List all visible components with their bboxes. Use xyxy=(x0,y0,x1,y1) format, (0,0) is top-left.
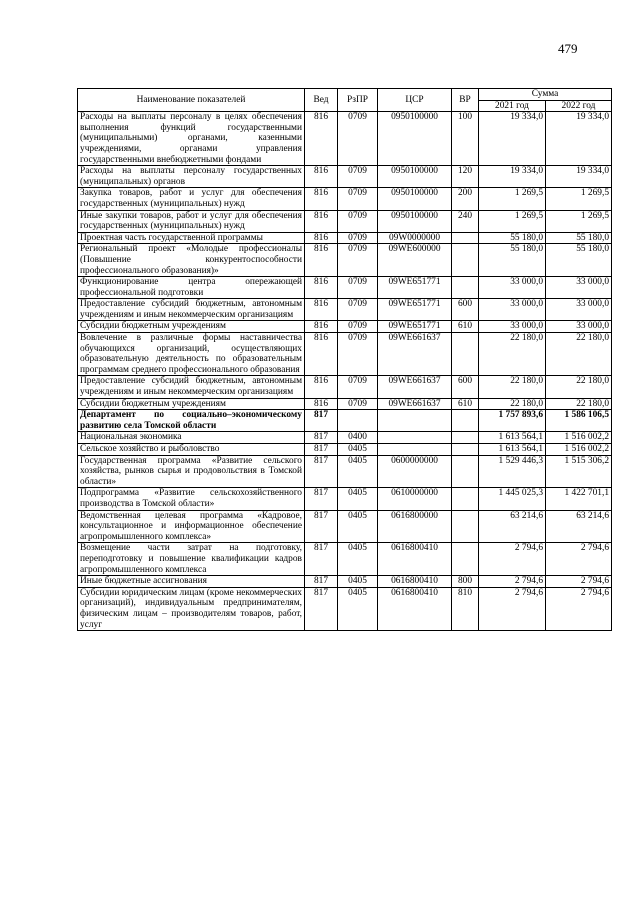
row-sum-2022: 55 180,0 xyxy=(546,232,612,244)
row-rzpr: 0709 xyxy=(338,112,378,166)
row-vr: 600 xyxy=(452,299,479,321)
row-sum-2021: 1 613 564,1 xyxy=(479,432,546,444)
header-vr: ВР xyxy=(452,89,479,112)
row-vr: 810 xyxy=(452,587,479,630)
row-rzpr: 0405 xyxy=(338,576,378,588)
row-csr: 0950100000 xyxy=(378,112,452,166)
row-sum-2021: 2 794,6 xyxy=(479,587,546,630)
row-vr: 610 xyxy=(452,321,479,333)
row-name: Субсидии бюджетным учреждениям xyxy=(78,398,305,410)
row-csr: 0616800410 xyxy=(378,576,452,588)
row-sum-2022: 1 422 701,1 xyxy=(546,488,612,510)
row-vr: 800 xyxy=(452,576,479,588)
header-sum: Сумма xyxy=(479,89,612,101)
row-ved: 817 xyxy=(305,488,338,510)
row-ved: 817 xyxy=(305,587,338,630)
row-ved: 816 xyxy=(305,166,338,188)
row-ved: 816 xyxy=(305,321,338,333)
row-sum-2022: 1 516 002,2 xyxy=(546,444,612,456)
row-vr xyxy=(452,444,479,456)
row-rzpr: 0405 xyxy=(338,488,378,510)
row-sum-2022: 1 516 002,2 xyxy=(546,432,612,444)
table-body xyxy=(78,112,612,631)
row-rzpr: 0709 xyxy=(338,333,378,376)
row-vr xyxy=(452,455,479,488)
row-vr xyxy=(452,510,479,543)
row-vr xyxy=(452,333,479,376)
row-name: Предоставление субсидий бюджетным, автономным учреждениям и иным некоммерческим организациям xyxy=(78,376,305,398)
table-row xyxy=(78,188,612,210)
row-sum-2022: 55 180,0 xyxy=(546,244,612,277)
table-row xyxy=(78,444,612,456)
row-sum-2021: 1 445 025,3 xyxy=(479,488,546,510)
table-row xyxy=(78,232,612,244)
header-ved: Вед xyxy=(305,89,338,112)
table-row xyxy=(78,321,612,333)
row-name: Региональный проект «Молодые профессионалы (Повышение конкурентоспособности профессионального образования)» xyxy=(78,244,305,277)
row-ved: 816 xyxy=(305,210,338,232)
row-vr: 600 xyxy=(452,376,479,398)
header-2022: 2022 год xyxy=(546,100,612,112)
header-name: Наименование показателей xyxy=(78,89,305,112)
row-rzpr: 0709 xyxy=(338,166,378,188)
row-ved: 817 xyxy=(305,576,338,588)
row-rzpr: 0400 xyxy=(338,432,378,444)
row-sum-2021: 19 334,0 xyxy=(479,166,546,188)
row-sum-2021: 1 269,5 xyxy=(479,188,546,210)
row-rzpr: 0709 xyxy=(338,244,378,277)
row-sum-2021: 22 180,0 xyxy=(479,333,546,376)
table-row xyxy=(78,455,612,488)
row-ved: 816 xyxy=(305,398,338,410)
row-ved: 816 xyxy=(305,188,338,210)
row-ved: 816 xyxy=(305,244,338,277)
row-csr xyxy=(378,410,452,432)
row-name: Департамент по социально–экономическому развитию села Томской области xyxy=(78,410,305,432)
row-vr xyxy=(452,410,479,432)
row-rzpr xyxy=(338,410,378,432)
row-csr: 09WE600000 xyxy=(378,244,452,277)
row-sum-2022: 22 180,0 xyxy=(546,376,612,398)
row-name: Государственная программа «Развитие сельского хозяйства, рынков сырья и продовольствия в Томской области» xyxy=(78,455,305,488)
row-name: Национальная экономика xyxy=(78,432,305,444)
row-vr: 240 xyxy=(452,210,479,232)
page-number: 479 xyxy=(558,41,578,56)
row-sum-2021: 1 529 446,3 xyxy=(479,455,546,488)
row-sum-2021: 22 180,0 xyxy=(479,376,546,398)
header-2021: 2021 год xyxy=(479,100,546,112)
table-row xyxy=(78,299,612,321)
row-sum-2022: 63 214,6 xyxy=(546,510,612,543)
row-csr: 0950100000 xyxy=(378,166,452,188)
row-csr: 0616800410 xyxy=(378,543,452,576)
row-sum-2022: 1 269,5 xyxy=(546,188,612,210)
row-name: Подпрограмма «Развитие сельскохозяйственного производства в Томской области» xyxy=(78,488,305,510)
row-sum-2022: 19 334,0 xyxy=(546,112,612,166)
row-csr: 0616800000 xyxy=(378,510,452,543)
row-name: Возмещение части затрат на подготовку, переподготовку и повышение квалификации кадров агропромышленного комплекса xyxy=(78,543,305,576)
row-name: Расходы на выплаты персоналу государственных (муниципальных) органов xyxy=(78,166,305,188)
table-row xyxy=(78,432,612,444)
row-name: Субсидии бюджетным учреждениям xyxy=(78,321,305,333)
row-csr: 0616800410 xyxy=(378,587,452,630)
row-vr: 100 xyxy=(452,112,479,166)
row-name: Ведомственная целевая программа «Кадровое, консультационное и информационное обеспечение агропромышленного комплекса» xyxy=(78,510,305,543)
row-rzpr: 0709 xyxy=(338,376,378,398)
row-sum-2022: 1 515 306,2 xyxy=(546,455,612,488)
row-vr xyxy=(452,488,479,510)
row-csr: 09WE661637 xyxy=(378,333,452,376)
row-rzpr: 0709 xyxy=(338,299,378,321)
table-header xyxy=(78,89,612,112)
row-ved: 816 xyxy=(305,277,338,299)
table-row xyxy=(78,587,612,630)
row-sum-2022: 2 794,6 xyxy=(546,543,612,576)
row-csr xyxy=(378,444,452,456)
row-vr: 610 xyxy=(452,398,479,410)
row-rzpr: 0709 xyxy=(338,188,378,210)
row-name: Субсидии юридическим лицам (кроме некоммерческих организаций), индивидуальным предпринимателям, физическим лицам – производителям товаров, работ, услуг xyxy=(78,587,305,630)
row-rzpr: 0709 xyxy=(338,210,378,232)
row-name: Сельское хозяйство и рыболовство xyxy=(78,444,305,456)
row-ved: 816 xyxy=(305,232,338,244)
row-rzpr: 0709 xyxy=(338,398,378,410)
row-name: Проектная часть государственной программы xyxy=(78,232,305,244)
row-csr: 0610000000 xyxy=(378,488,452,510)
row-rzpr: 0405 xyxy=(338,587,378,630)
row-sum-2021: 1 613 564,1 xyxy=(479,444,546,456)
row-vr xyxy=(452,543,479,576)
row-vr xyxy=(452,232,479,244)
row-sum-2021: 63 214,6 xyxy=(479,510,546,543)
row-ved: 816 xyxy=(305,299,338,321)
row-vr xyxy=(452,244,479,277)
header-csr: ЦСР xyxy=(378,89,452,112)
table-row xyxy=(78,576,612,588)
row-name: Расходы на выплаты персоналу в целях обеспечения выполнения функций государственными (муниципальными) органами, казенными учреждениями, органами управления государственными внебюджетными фондами xyxy=(78,112,305,166)
row-sum-2021: 55 180,0 xyxy=(479,244,546,277)
row-csr: 0600000000 xyxy=(378,455,452,488)
row-rzpr: 0709 xyxy=(338,277,378,299)
table-row xyxy=(78,333,612,376)
row-sum-2021: 1 757 893,6 xyxy=(479,410,546,432)
row-name: Функционирование центра опережающей профессиональной подготовки xyxy=(78,277,305,299)
row-name: Предоставление субсидий бюджетным, автономным учреждениям и иным некоммерческим организациям xyxy=(78,299,305,321)
table-row xyxy=(78,376,612,398)
row-csr: 0950100000 xyxy=(378,188,452,210)
row-vr xyxy=(452,432,479,444)
table-row xyxy=(78,166,612,188)
row-sum-2022: 2 794,6 xyxy=(546,587,612,630)
table-row xyxy=(78,398,612,410)
row-sum-2022: 22 180,0 xyxy=(546,398,612,410)
row-rzpr: 0709 xyxy=(338,321,378,333)
row-sum-2021: 33 000,0 xyxy=(479,321,546,333)
table-row xyxy=(78,244,612,277)
row-sum-2021: 19 334,0 xyxy=(479,112,546,166)
row-sum-2022: 33 000,0 xyxy=(546,277,612,299)
row-csr: 09W0000000 xyxy=(378,232,452,244)
row-csr: 0950100000 xyxy=(378,210,452,232)
row-vr: 200 xyxy=(452,188,479,210)
row-csr xyxy=(378,432,452,444)
row-csr: 09WE651771 xyxy=(378,321,452,333)
row-ved: 817 xyxy=(305,543,338,576)
row-sum-2021: 2 794,6 xyxy=(479,543,546,576)
row-sum-2021: 22 180,0 xyxy=(479,398,546,410)
row-sum-2022: 1 269,5 xyxy=(546,210,612,232)
row-sum-2022: 19 334,0 xyxy=(546,166,612,188)
table-row xyxy=(78,112,612,166)
row-vr xyxy=(452,277,479,299)
row-ved: 817 xyxy=(305,432,338,444)
table-row xyxy=(78,488,612,510)
row-rzpr: 0709 xyxy=(338,232,378,244)
table-row xyxy=(78,410,612,432)
row-sum-2021: 1 269,5 xyxy=(479,210,546,232)
row-sum-2022: 1 586 106,5 xyxy=(546,410,612,432)
row-ved: 816 xyxy=(305,112,338,166)
row-csr: 09WE661637 xyxy=(378,398,452,410)
row-name: Иные бюджетные ассигнования xyxy=(78,576,305,588)
table-row xyxy=(78,510,612,543)
row-sum-2021: 33 000,0 xyxy=(479,277,546,299)
row-ved: 817 xyxy=(305,444,338,456)
budget-table xyxy=(77,88,612,631)
row-rzpr: 0405 xyxy=(338,455,378,488)
row-name: Вовлечение в различные формы наставничества обучающихся организаций, осуществляющих образовательную деятельность по образовательным программам среднего профессионального образования xyxy=(78,333,305,376)
row-sum-2021: 33 000,0 xyxy=(479,299,546,321)
row-rzpr: 0405 xyxy=(338,510,378,543)
row-rzpr: 0405 xyxy=(338,543,378,576)
header-rzpr: РзПР xyxy=(338,89,378,112)
row-csr: 09WE651771 xyxy=(378,277,452,299)
row-sum-2021: 2 794,6 xyxy=(479,576,546,588)
row-name: Закупка товаров, работ и услуг для обеспечения государственных (муниципальных) нужд xyxy=(78,188,305,210)
table-row xyxy=(78,543,612,576)
row-ved: 817 xyxy=(305,510,338,543)
row-rzpr: 0405 xyxy=(338,444,378,456)
row-ved: 817 xyxy=(305,455,338,488)
row-sum-2022: 2 794,6 xyxy=(546,576,612,588)
row-ved: 816 xyxy=(305,333,338,376)
row-csr: 09WE661637 xyxy=(378,376,452,398)
table-row xyxy=(78,210,612,232)
row-sum-2021: 55 180,0 xyxy=(479,232,546,244)
row-vr: 120 xyxy=(452,166,479,188)
table-row xyxy=(78,277,612,299)
row-sum-2022: 22 180,0 xyxy=(546,333,612,376)
row-ved: 817 xyxy=(305,410,338,432)
row-ved: 816 xyxy=(305,376,338,398)
row-csr: 09WE651771 xyxy=(378,299,452,321)
row-sum-2022: 33 000,0 xyxy=(546,299,612,321)
row-sum-2022: 33 000,0 xyxy=(546,321,612,333)
row-name: Иные закупки товаров, работ и услуг для обеспечения государственных (муниципальных) нужд xyxy=(78,210,305,232)
